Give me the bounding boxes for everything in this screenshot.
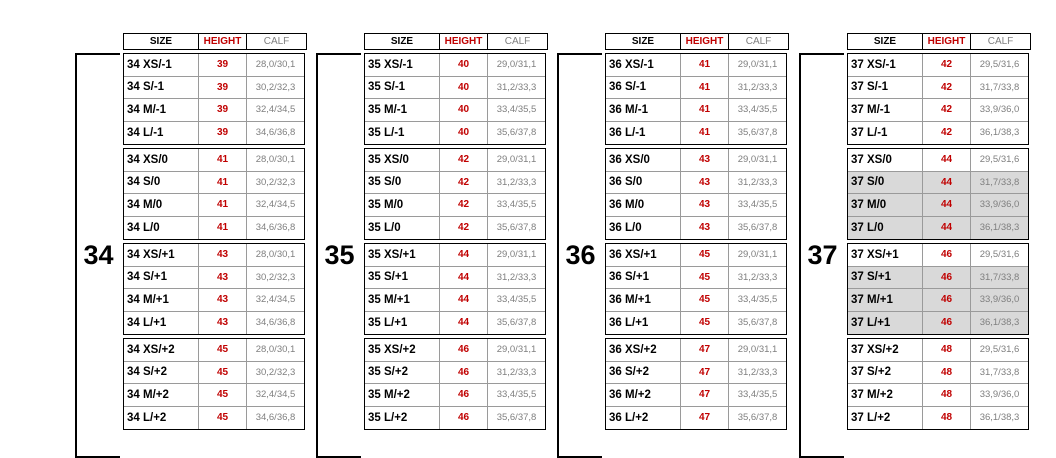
size-cell: 36 XS/0 <box>606 149 681 171</box>
size-cell: 36 XS/+1 <box>606 244 681 266</box>
height-cell: 41 <box>681 54 729 76</box>
calf-cell: 29,5/31,6 <box>979 59 1020 71</box>
table-row <box>365 407 545 430</box>
calf-cell: 28,0/30,1 <box>255 344 296 356</box>
table-row <box>606 244 786 267</box>
table-row <box>365 77 545 100</box>
calf-cell: 34,6/36,8 <box>255 127 296 139</box>
table-row <box>848 362 1028 385</box>
height-cell: 47 <box>681 362 729 384</box>
size-cell: 34 L/0 <box>124 217 199 240</box>
table-row <box>365 217 545 240</box>
height-cell: 44 <box>923 194 971 216</box>
height-cell: 45 <box>681 289 729 311</box>
calf-cell: 31,7/33,8 <box>979 81 1020 93</box>
table-row <box>848 339 1028 362</box>
height-cell: 47 <box>681 407 729 430</box>
height-cell: 43 <box>681 194 729 216</box>
height-cell: 44 <box>440 244 488 266</box>
table-row <box>124 122 304 145</box>
calf-cell: 29,0/31,1 <box>737 344 778 356</box>
size-cell: 34 XS/-1 <box>124 54 199 76</box>
height-cell: 41 <box>199 194 247 216</box>
calf-cell: 33,4/35,5 <box>737 389 778 401</box>
calf-cell: 28,0/30,1 <box>255 59 296 71</box>
size-cell: 34 M/+2 <box>124 384 199 406</box>
header-size: SIZE <box>606 34 681 49</box>
calf-cell: 36,1/38,3 <box>979 222 1020 234</box>
calf-cell: 35,6/37,8 <box>737 222 778 234</box>
size-cell: 35 XS/0 <box>365 149 440 171</box>
size-cell: 36 M/+2 <box>606 384 681 406</box>
size-cell: 36 S/-1 <box>606 77 681 99</box>
height-cell: 44 <box>440 267 488 289</box>
height-cell: 44 <box>923 149 971 171</box>
calf-cell: 28,0/30,1 <box>255 249 296 261</box>
header-size: SIZE <box>848 34 923 49</box>
table-row <box>124 217 304 240</box>
table-row <box>365 149 545 172</box>
table-header <box>364 33 548 50</box>
height-cell: 40 <box>440 99 488 121</box>
size-cell: 37 S/+2 <box>848 362 923 384</box>
calf-cell: 33,9/36,0 <box>979 104 1020 116</box>
size-cell: 34 XS/+2 <box>124 339 199 361</box>
table-row <box>606 149 786 172</box>
height-cell: 46 <box>440 407 488 430</box>
table-row <box>124 339 304 362</box>
calf-cell: 35,6/37,8 <box>737 127 778 139</box>
table-row <box>124 77 304 100</box>
calf-cell: 35,6/37,8 <box>496 222 537 234</box>
size-group <box>605 338 787 430</box>
calf-cell: 31,7/33,8 <box>979 176 1020 188</box>
header-calf: CALF <box>987 36 1014 47</box>
table-row <box>606 339 786 362</box>
calf-cell: 31,2/33,3 <box>496 271 537 283</box>
calf-cell: 35,6/37,8 <box>496 127 537 139</box>
size-cell: 36 L/+2 <box>606 407 681 430</box>
table-row <box>365 267 545 290</box>
size-cell: 35 S/-1 <box>365 77 440 99</box>
height-cell: 42 <box>440 172 488 194</box>
size-cell: 35 XS/-1 <box>365 54 440 76</box>
size-cell: 37 L/+1 <box>848 312 923 335</box>
size-cell: 35 XS/+1 <box>365 244 440 266</box>
size-group <box>605 148 787 240</box>
height-cell: 48 <box>923 384 971 406</box>
size-cell: 35 M/+1 <box>365 289 440 311</box>
calf-cell: 30,2/32,3 <box>255 176 296 188</box>
calf-cell: 33,4/35,5 <box>496 104 537 116</box>
height-cell: 40 <box>440 54 488 76</box>
height-cell: 43 <box>199 289 247 311</box>
size-cell: 36 M/+1 <box>606 289 681 311</box>
table-row <box>124 362 304 385</box>
table-row <box>606 122 786 145</box>
calf-cell: 29,0/31,1 <box>496 59 537 71</box>
table-row <box>848 244 1028 267</box>
height-cell: 39 <box>199 122 247 145</box>
table-row <box>848 217 1028 240</box>
calf-cell: 36,1/38,3 <box>979 317 1020 329</box>
table-row <box>365 339 545 362</box>
height-cell: 44 <box>923 172 971 194</box>
calf-cell: 33,4/35,5 <box>496 294 537 306</box>
calf-cell: 34,6/36,8 <box>255 222 296 234</box>
size-group <box>605 53 787 145</box>
size-cell: 34 M/0 <box>124 194 199 216</box>
size-cell: 34 L/-1 <box>124 122 199 145</box>
size-cell: 37 S/0 <box>848 172 923 194</box>
height-cell: 47 <box>681 384 729 406</box>
size-cell: 37 XS/+1 <box>848 244 923 266</box>
calf-cell: 33,4/35,5 <box>737 104 778 116</box>
size-cell: 37 XS/-1 <box>848 54 923 76</box>
table-row <box>365 122 545 145</box>
height-cell: 45 <box>681 267 729 289</box>
height-cell: 45 <box>681 312 729 335</box>
height-cell: 40 <box>440 77 488 99</box>
calf-cell: 30,2/32,3 <box>255 81 296 93</box>
size-cell: 36 M/-1 <box>606 99 681 121</box>
calf-cell: 33,9/36,0 <box>979 389 1020 401</box>
table-row <box>365 384 545 407</box>
calf-cell: 31,2/33,3 <box>737 271 778 283</box>
table-row <box>606 384 786 407</box>
base-size-number: 34 <box>75 53 120 458</box>
table-row <box>848 99 1028 122</box>
calf-cell: 29,0/31,1 <box>496 249 537 261</box>
calf-cell: 31,2/33,3 <box>737 81 778 93</box>
height-cell: 46 <box>440 339 488 361</box>
table-row <box>848 122 1028 145</box>
size-cell: 35 M/0 <box>365 194 440 216</box>
size-cell: 35 XS/+2 <box>365 339 440 361</box>
size-cell: 34 XS/0 <box>124 149 199 171</box>
height-cell: 46 <box>923 289 971 311</box>
table-row <box>124 312 304 335</box>
size-cell: 34 L/+1 <box>124 312 199 335</box>
table-row <box>124 172 304 195</box>
height-cell: 42 <box>440 194 488 216</box>
base-size-number: 37 <box>799 53 844 458</box>
size-cell: 35 S/+2 <box>365 362 440 384</box>
height-cell: 42 <box>923 99 971 121</box>
calf-cell: 31,2/33,3 <box>496 366 537 378</box>
table-row <box>606 172 786 195</box>
height-cell: 43 <box>681 217 729 240</box>
height-cell: 45 <box>199 407 247 430</box>
height-cell: 43 <box>681 149 729 171</box>
table-row <box>124 289 304 312</box>
height-cell: 46 <box>923 267 971 289</box>
size-cell: 36 XS/-1 <box>606 54 681 76</box>
calf-cell: 29,0/31,1 <box>737 249 778 261</box>
table-row <box>606 289 786 312</box>
height-cell: 45 <box>681 244 729 266</box>
calf-cell: 36,1/38,3 <box>979 127 1020 139</box>
height-cell: 39 <box>199 54 247 76</box>
height-cell: 43 <box>681 172 729 194</box>
size-cell: 35 M/+2 <box>365 384 440 406</box>
header-height: HEIGHT <box>681 34 729 49</box>
table-header <box>123 33 307 50</box>
size-cell: 34 S/0 <box>124 172 199 194</box>
calf-cell: 31,2/33,3 <box>737 176 778 188</box>
size-cell: 34 L/+2 <box>124 407 199 430</box>
calf-cell: 33,4/35,5 <box>496 389 537 401</box>
calf-cell: 28,0/30,1 <box>255 154 296 166</box>
calf-cell: 33,4/35,5 <box>737 294 778 306</box>
table-row <box>606 77 786 100</box>
calf-cell: 29,5/31,6 <box>979 154 1020 166</box>
header-calf: CALF <box>263 36 290 47</box>
table-row <box>365 172 545 195</box>
base-size-number: 35 <box>316 53 361 458</box>
size-group <box>123 338 305 430</box>
calf-cell: 32,4/34,5 <box>255 389 296 401</box>
calf-cell: 35,6/37,8 <box>737 412 778 424</box>
calf-cell: 33,9/36,0 <box>979 294 1020 306</box>
table-row <box>365 54 545 77</box>
table-header <box>847 33 1031 50</box>
size-group <box>364 148 546 240</box>
table-row <box>606 99 786 122</box>
calf-cell: 31,2/33,3 <box>496 176 537 188</box>
size-cell: 34 S/-1 <box>124 77 199 99</box>
table-row <box>848 194 1028 217</box>
table-row <box>124 244 304 267</box>
height-cell: 41 <box>199 217 247 240</box>
table-row <box>848 149 1028 172</box>
calf-cell: 31,2/33,3 <box>737 366 778 378</box>
height-cell: 42 <box>440 149 488 171</box>
size-cell: 36 L/0 <box>606 217 681 240</box>
height-cell: 43 <box>199 244 247 266</box>
height-cell: 41 <box>199 149 247 171</box>
height-cell: 39 <box>199 77 247 99</box>
header-height: HEIGHT <box>199 34 247 49</box>
table-row <box>124 407 304 430</box>
calf-cell: 29,0/31,1 <box>496 154 537 166</box>
table-row <box>606 267 786 290</box>
height-cell: 43 <box>199 312 247 335</box>
size-group <box>847 148 1029 240</box>
height-cell: 41 <box>681 99 729 121</box>
size-cell: 35 S/0 <box>365 172 440 194</box>
size-cell: 37 M/0 <box>848 194 923 216</box>
table-row <box>848 267 1028 290</box>
height-cell: 45 <box>199 362 247 384</box>
size-cell: 37 S/-1 <box>848 77 923 99</box>
table-row <box>606 407 786 430</box>
header-size: SIZE <box>365 34 440 49</box>
calf-cell: 29,0/31,1 <box>496 344 537 356</box>
calf-cell: 36,1/38,3 <box>979 412 1020 424</box>
table-row <box>848 172 1028 195</box>
calf-cell: 34,6/36,8 <box>255 412 296 424</box>
table-row <box>606 362 786 385</box>
size-cell: 36 M/0 <box>606 194 681 216</box>
calf-cell: 29,5/31,6 <box>979 249 1020 261</box>
size-cell: 37 S/+1 <box>848 267 923 289</box>
size-cell: 35 L/+1 <box>365 312 440 335</box>
size-cell: 37 XS/+2 <box>848 339 923 361</box>
calf-cell: 29,0/31,1 <box>737 154 778 166</box>
height-cell: 41 <box>199 172 247 194</box>
calf-cell: 35,6/37,8 <box>737 317 778 329</box>
table-row <box>848 54 1028 77</box>
height-cell: 45 <box>199 384 247 406</box>
calf-cell: 30,2/32,3 <box>255 271 296 283</box>
calf-cell: 32,4/34,5 <box>255 104 296 116</box>
size-cell: 37 M/+2 <box>848 384 923 406</box>
height-cell: 45 <box>199 339 247 361</box>
table-row <box>365 194 545 217</box>
height-cell: 44 <box>440 312 488 335</box>
height-cell: 42 <box>923 77 971 99</box>
table-row <box>848 289 1028 312</box>
table-row <box>606 194 786 217</box>
height-cell: 42 <box>923 54 971 76</box>
height-cell: 47 <box>681 339 729 361</box>
size-cell: 34 M/+1 <box>124 289 199 311</box>
size-group <box>847 338 1029 430</box>
height-cell: 42 <box>923 122 971 145</box>
size-cell: 35 S/+1 <box>365 267 440 289</box>
size-cell: 34 M/-1 <box>124 99 199 121</box>
header-calf: CALF <box>745 36 772 47</box>
height-cell: 41 <box>681 77 729 99</box>
size-group <box>364 338 546 430</box>
base-size-number: 36 <box>557 53 602 458</box>
height-cell: 48 <box>923 339 971 361</box>
calf-cell: 32,4/34,5 <box>255 294 296 306</box>
size-cell: 37 M/-1 <box>848 99 923 121</box>
table-row <box>848 384 1028 407</box>
size-group <box>364 53 546 145</box>
table-row <box>124 384 304 407</box>
calf-cell: 35,6/37,8 <box>496 412 537 424</box>
height-cell: 48 <box>923 407 971 430</box>
height-cell: 46 <box>923 312 971 335</box>
size-cell: 36 L/-1 <box>606 122 681 145</box>
size-cell: 37 L/0 <box>848 217 923 240</box>
height-cell: 43 <box>199 267 247 289</box>
size-cell: 37 XS/0 <box>848 149 923 171</box>
table-row <box>365 244 545 267</box>
height-cell: 46 <box>440 362 488 384</box>
size-group <box>847 243 1029 335</box>
size-cell: 37 M/+1 <box>848 289 923 311</box>
height-cell: 39 <box>199 99 247 121</box>
size-cell: 36 S/0 <box>606 172 681 194</box>
size-cell: 34 S/+2 <box>124 362 199 384</box>
table-row <box>365 99 545 122</box>
calf-cell: 34,6/36,8 <box>255 317 296 329</box>
size-cell: 37 L/+2 <box>848 407 923 430</box>
size-cell: 34 S/+1 <box>124 267 199 289</box>
table-header <box>605 33 789 50</box>
table-row <box>124 267 304 290</box>
size-cell: 35 L/+2 <box>365 407 440 430</box>
size-group <box>123 243 305 335</box>
table-row <box>124 149 304 172</box>
size-group <box>605 243 787 335</box>
size-cell: 36 S/+1 <box>606 267 681 289</box>
calf-cell: 29,0/31,1 <box>737 59 778 71</box>
table-row <box>606 312 786 335</box>
calf-cell: 32,4/34,5 <box>255 199 296 211</box>
size-cell: 36 S/+2 <box>606 362 681 384</box>
size-cell: 35 M/-1 <box>365 99 440 121</box>
calf-cell: 33,4/35,5 <box>737 199 778 211</box>
height-cell: 42 <box>440 217 488 240</box>
height-cell: 46 <box>440 384 488 406</box>
table-row <box>365 289 545 312</box>
calf-cell: 31,7/33,8 <box>979 271 1020 283</box>
table-row <box>124 54 304 77</box>
size-group <box>123 53 305 145</box>
calf-cell: 35,6/37,8 <box>496 317 537 329</box>
table-row <box>848 312 1028 335</box>
table-row <box>365 362 545 385</box>
calf-cell: 29,5/31,6 <box>979 344 1020 356</box>
table-row <box>848 407 1028 430</box>
header-calf: CALF <box>504 36 531 47</box>
header-size: SIZE <box>124 34 199 49</box>
calf-cell: 31,2/33,3 <box>496 81 537 93</box>
height-cell: 44 <box>440 289 488 311</box>
calf-cell: 33,4/35,5 <box>496 199 537 211</box>
size-cell: 35 L/-1 <box>365 122 440 145</box>
size-cell: 37 L/-1 <box>848 122 923 145</box>
calf-cell: 30,2/32,3 <box>255 366 296 378</box>
size-cell: 35 L/0 <box>365 217 440 240</box>
size-group <box>847 53 1029 145</box>
header-height: HEIGHT <box>923 34 971 49</box>
size-cell: 34 XS/+1 <box>124 244 199 266</box>
table-row <box>606 217 786 240</box>
size-group <box>364 243 546 335</box>
table-row <box>606 54 786 77</box>
table-row <box>124 194 304 217</box>
height-cell: 48 <box>923 362 971 384</box>
header-height: HEIGHT <box>440 34 488 49</box>
calf-cell: 33,9/36,0 <box>979 199 1020 211</box>
height-cell: 44 <box>923 217 971 240</box>
height-cell: 41 <box>681 122 729 145</box>
table-row <box>848 77 1028 100</box>
height-cell: 46 <box>923 244 971 266</box>
table-row <box>365 312 545 335</box>
table-row <box>124 99 304 122</box>
size-group <box>123 148 305 240</box>
calf-cell: 31,7/33,8 <box>979 366 1020 378</box>
height-cell: 40 <box>440 122 488 145</box>
size-cell: 36 L/+1 <box>606 312 681 335</box>
size-cell: 36 XS/+2 <box>606 339 681 361</box>
